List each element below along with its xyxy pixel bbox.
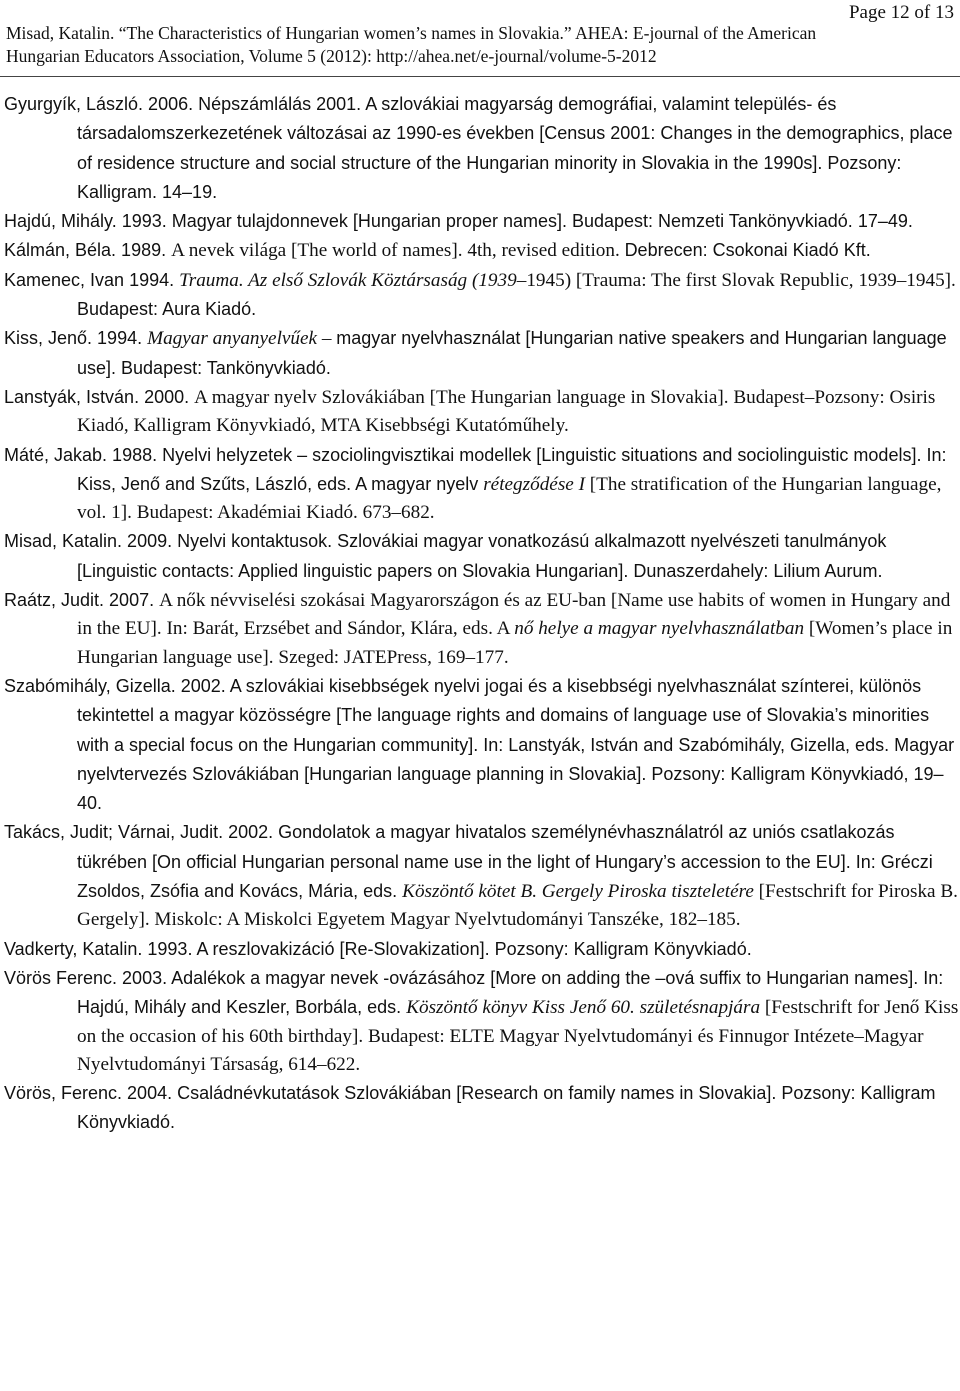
reference-entry	[4, 935, 960, 964]
reference-entry	[4, 527, 960, 586]
reference-entry	[4, 441, 960, 528]
reference-title: 1945) [Trauma: The first Slovak Republic, 1939–1945].	[526, 269, 956, 291]
reference-publisher: Debrecen: Csokonai Kiadó Kft.	[624, 240, 871, 261]
reference-text: Vörös, Ferenc. 2004. Családnévkutatások Szlovákiában [Research on family names in Slovakia]. Pozsony: Kalligram Könyvkiadó.	[4, 1083, 936, 1133]
reference-list	[4, 90, 960, 1138]
reference-author-year: Máté, Jakab. 1988.	[4, 444, 163, 465]
reference-text: Szabómihály, Gizella. 2002. A szlovákiai kisebbségek nyelvi jogai és a kisebbségi nyelvhasználat színterei, különös tekintettel a magyar közösségre [The language rights and domains of language use of Slovakia’s minorities with a special focus on the Hungarian community]. In: Lanstyák, István and Szabómihály, Gizella, eds. Magyar nyelvtervezés Szlovákiában [Hungarian language planning in Slovakia]. Pozsony: Kalligram Könyvkiadó, 19–40.	[4, 675, 955, 814]
page-number: Page 12 of 13	[848, 2, 954, 23]
reference-entry	[4, 236, 960, 265]
reference-title-italic: Köszöntő könyv Kiss Jenő 60. születésnapjára	[406, 997, 761, 1019]
reference-entry	[4, 324, 960, 383]
reference-text: Vadkerty, Katalin. 1993. A reszlovakizáció [Re-Slovakization]. Pozsony: Kalligram Könyvkiadó.	[4, 938, 752, 959]
reference-text: [The stratification of the Hungarian language, vol. 1]. Budapest: Akadémiai Kiadó. 673–682.	[77, 473, 942, 524]
reference-title: A nevek világa [The world of names]. 4th, revised edition.	[171, 240, 625, 262]
reference-entry	[4, 383, 960, 441]
reference-text: Nyelvi helyzetek – szociolingvisztikai modellek [Linguistic situations and sociolinguistic models]. In: Kiss, Jenő and Szűts, László, eds. A magyar nyelv	[77, 444, 947, 494]
reference-title-italic: Magyar anyanyelvűek –	[147, 328, 337, 350]
header-citation-line-2: Hungarian Educators Association, Volume 5 (2012): http://ahea.net/e-journal/volume-5-2012	[6, 46, 657, 66]
reference-entry	[4, 90, 960, 207]
reference-author-year: Kamenec, Ivan 1994.	[4, 269, 180, 290]
reference-text: [Women’s place in Hungarian language use]. Szeged: JATEPress, 169–177.	[77, 618, 953, 668]
reference-entry	[4, 586, 960, 672]
reference-title-italic: Köszöntő kötet B. Gergely Piroska tiszteletére	[402, 881, 754, 903]
reference-entry	[4, 207, 960, 236]
reference-text: [Festschrift for Jenő Kiss on the occasion of his 60th birthday]. Budapest: ELTE Magyar Nyelvtudományi és Finnugor Intézete–Magyar Nyelvtudományi Társaság, 614–622.	[77, 997, 959, 1075]
reference-text: magyar nyelvhasználat [Hungarian native speakers and Hungarian language use]. Budapest: Tankönyvkiadó.	[77, 328, 947, 378]
reference-text: A nők névviselési szokásai Magyarországon és az EU-ban [Name use habits of women in Hungary and in the EU]. In: Barát, Erzsébet and Sándor, Klára, eds. A	[77, 590, 951, 640]
reference-title-italic: nő helye a magyar nyelvhasználatban	[514, 618, 805, 640]
reference-entry	[4, 1079, 960, 1138]
reference-text: Misad, Katalin. 2009. Nyelvi kontaktusok. Szlovákiai magyar vonatkozású alkalmazott nyelvészeti tanulmányok [Linguistic contacts: Applied linguistic papers on Slovakia Hungarian]. Dunaszerdahely: Lilium Aurum.	[4, 531, 887, 581]
reference-text: Takács, Judit; Várnai, Judit. 2002. Gondolatok a magyar hivatalos személynévhasználatról az uniós csatlakozás tükrében [On official Hungarian personal name use in the light of Hungary’s accession to the EU]. In: Gréczi Zsoldos, Zsófia and Kovács, Mária, eds.	[4, 822, 933, 902]
reference-author-year: Raátz, Judit. 2007.	[4, 590, 160, 611]
reference-publisher: Budapest: Aura Kiadó.	[77, 299, 257, 320]
reference-text: Gyurgyík, László. 2006. Népszámlálás 2001. A szlovákiai magyarság demográfiai, valamint település- és társadalomszerkezetének változásai az 1990-es években [Census 2001: Changes in the demographics, place of residence structure and social structure of the Hungarian minority in Slovakia in the 1990s]. Pozsony: Kalligram. 14–19.	[4, 94, 953, 202]
reference-author-year: Kiss, Jenő. 1994.	[4, 328, 148, 349]
header-citation-line-1: Misad, Katalin. “The Characteristics of Hungarian women’s names in Slovakia.” AHEA: E-journal of the American	[6, 23, 817, 43]
reference-entry	[4, 672, 960, 818]
running-header	[6, 22, 956, 68]
reference-text: Hajdú, Mihály. 1993. Magyar tulajdonnevek [Hungarian proper names]. Budapest: Nemzeti Tankönyvkiadó. 17–49.	[4, 211, 913, 232]
reference-entry	[4, 964, 960, 1079]
reference-entry	[4, 818, 960, 934]
reference-title-italic: Trauma. Az első Szlovák Köztársaság (1939–	[179, 269, 527, 291]
reference-entry	[4, 266, 960, 325]
header-divider	[0, 76, 960, 77]
reference-author-year: Kálmán, Béla. 1989.	[4, 240, 172, 261]
reference-author-year: Lanstyák, István. 2000.	[4, 386, 195, 407]
reference-text: [Festschrift for Piroska B. Gergely]. Miskolc: A Miskolci Egyetem Magyar Nyelvtudományi Tanszéke, 182–185.	[77, 881, 958, 931]
reference-title-italic: rétegződése I	[483, 473, 585, 495]
reference-text: Vörös Ferenc. 2003. Adalékok a magyar nevek -ovázásához [More on adding the –ová suffix to Hungarian names]. In: Hajdú, Mihály and Keszler, Borbála, eds.	[4, 967, 944, 1018]
reference-text: A magyar nyelv Szlovákiában [The Hungarian language in Slovakia]. Budapest–Pozsony: Osiris Kiadó, Kalligram Könyvkiadó, MTA Kisebbségi Kutatóműhely.	[77, 386, 936, 437]
